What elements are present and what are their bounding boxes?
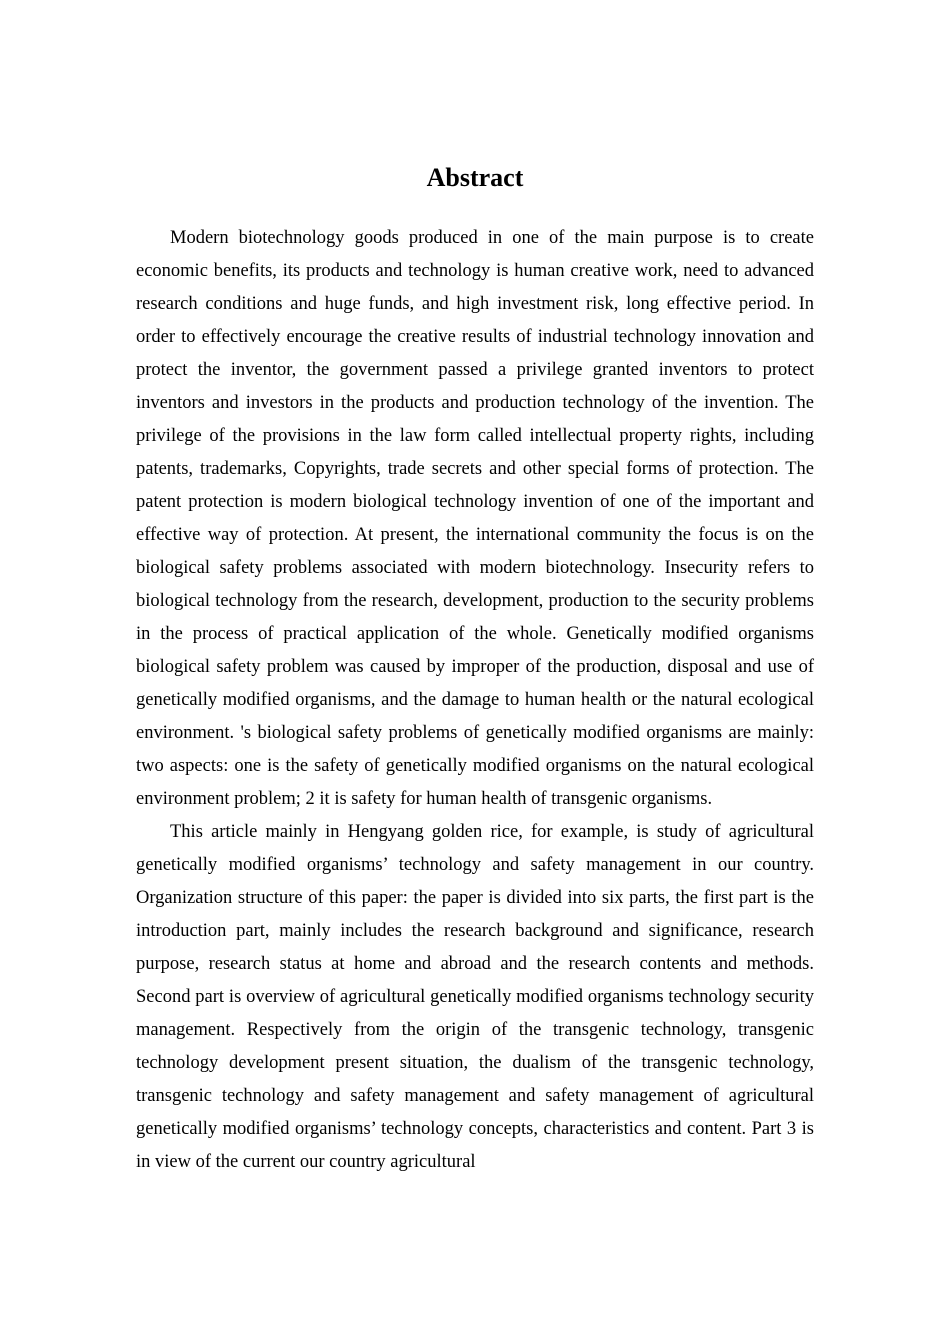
abstract-body — [136, 222, 814, 1179]
paragraph-2: This article mainly in Hengyang golden rice, for example, is study of agricultural genetically modified organisms’ technology and safety management in our country. Organization structure of this paper: the paper is divided into six parts, the first part is the introduction part, mainly includes the research background and significance, research purpose, research status at home and abroad and the research contents and methods. Second part is overview of agricultural genetically modified organisms technology security management. Respectively from the origin of the transgenic technology, transgenic technology development present situation, the dualism of the transgenic technology, transgenic technology and safety management and safety management of agricultural genetically modified organisms’ technology concepts, characteristics and content. Part 3 is in view of the current our country agricultural — [136, 822, 814, 1172]
abstract-heading: Abstract — [426, 163, 524, 192]
paragraph-1: Modern biotechnology goods produced in one of the main purpose is to create economic benefits, its products and technology is human creative work, need to advanced research conditions and huge funds, and high investment risk, long effective period. In order to effectively encourage the creative results of industrial technology innovation and protect the inventor, the government passed a privilege granted inventors to protect inventors and investors in the products and production technology of the invention. The privilege of the provisions in the law form called intellectual property rights, including patents, trademarks, Copyrights, trade secrets and other special forms of protection. The patent protection is modern biological technology invention of one of the important and effective way of protection. At present, the international community the focus is on the biological safety problems associated with modern biotechnology. Insecurity refers to biological technology from the research, development, production to the security problems in the process of practical application of the whole. Genetically modified organisms biological safety problem was caused by improper of the production, disposal and use of genetically modified organisms, and the damage to human health or the natural ecological environment. 's biological safety problems of genetically modified organisms are mainly: two aspects: one is the safety of genetically modified organisms on the natural ecological environment problem; 2 it is safety for human health of transgenic organisms. — [136, 228, 814, 809]
